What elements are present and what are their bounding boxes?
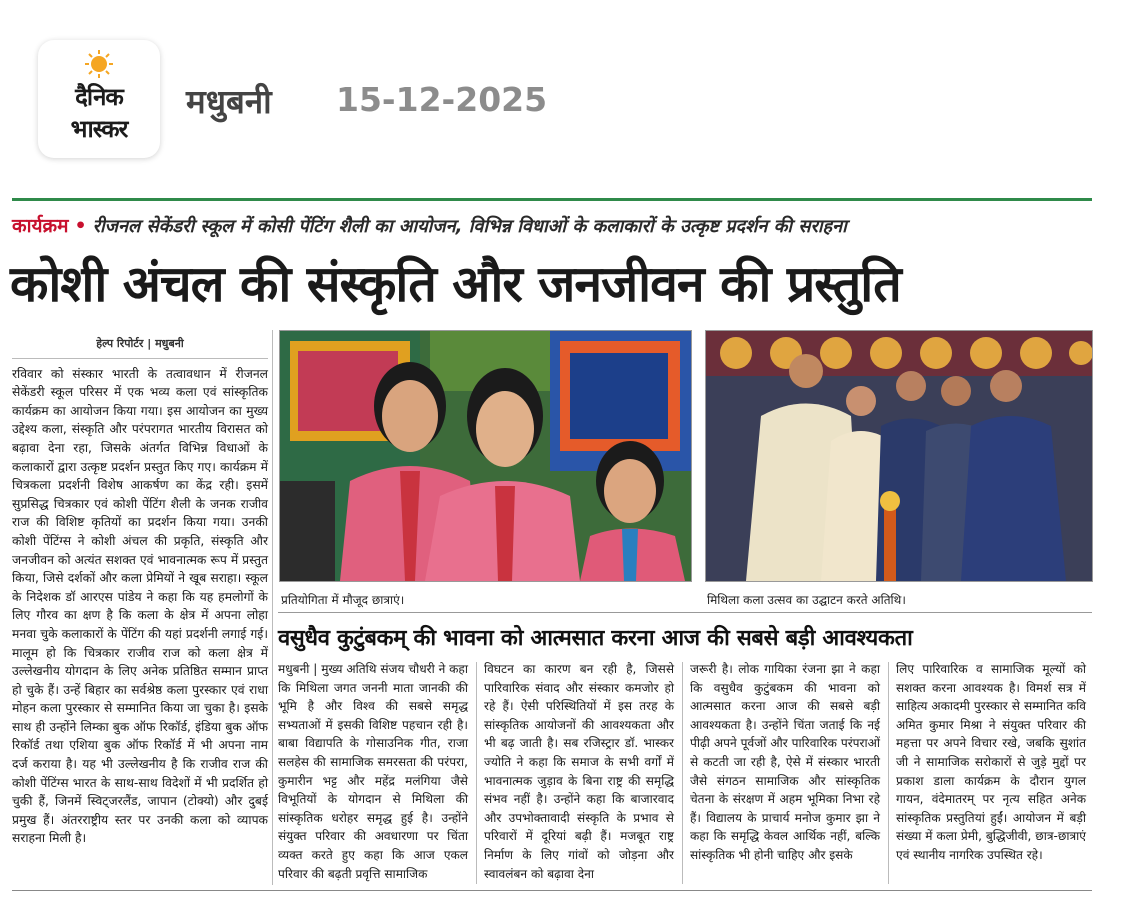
kicker-tag: कार्यक्रम — [12, 215, 69, 237]
logo-text-line2: भास्कर — [70, 115, 128, 143]
kicker-text: रीजनल सेकेंडरी स्कूल में कोसी पेंटिंग शैली का आयोजन, विभिन्न विधाओं के कलाकारों के उत्कृष्ट प्रदर्शन की सराहना — [92, 216, 847, 237]
column-divider — [476, 662, 477, 884]
photo-inauguration[interactable] — [705, 330, 1093, 582]
photo-inauguration-caption: मिथिला कला उत्सव का उद्घाटन करते अतिथि। — [707, 593, 906, 607]
article-subheadline: वसुधैव कुटुंबकम् की भावना को आत्मसात करना आज की सबसे बड़ी आवश्यकता — [278, 626, 913, 651]
app-header — [0, 0, 1128, 195]
dainik-bhaskar-logo[interactable] — [38, 40, 160, 158]
article-kicker — [12, 212, 847, 238]
kicker-dot: • — [74, 215, 87, 237]
column-divider — [888, 662, 889, 884]
photo-students-caption: प्रतियोगिता में मौजूद छात्राएं। — [281, 593, 405, 607]
column-divider — [682, 662, 683, 884]
column-divider — [272, 330, 273, 885]
byline: हेल्प रिपोर्टर | मधुबनी — [12, 335, 268, 359]
top-divider — [12, 198, 1092, 201]
logo-text-line1: दैनिक — [75, 83, 123, 111]
article-column-1 — [12, 335, 268, 848]
article-column-5: लिए पारिवारिक व सामाजिक मूल्यों को सशक्त करना आवश्यक है। विमर्श सत्र में साहित्य अकादमी पुरस्कार से सम्मानित कवि अमित कुमार मिश्रा ने संयुक्त परिवार की महत्ता पर अपने विचार रखे, जबकि सुशांत जी ने सामाजिक सरोकारों से जुड़े मुद्दों पर प्रकाश डाला कार्यक्रम के दौरान युगल गायन, वंदेमातरम् पर नृत्य सहित अनेक सांस्कृतिक प्रस्तुतियां हुईं। आयोजन में बड़ी संख्या में कला प्रेमी, बुद्धिजीवी, छात्र-छात्राएं एवं स्थानीय नागरिक उपस्थित रहे। — [896, 662, 1086, 862]
photo-students[interactable] — [279, 330, 692, 582]
article-column-2: मधुबनी | मुख्य अतिथि संजय चौधरी ने कहा कि मिथिला जगत जननी माता जानकी की भूमि है और विश्व की सबसे समृद्ध सभ्यताओं में इसकी विशिष्ट पहचान रही है। बाबा विद्यापति के गोसाउनिक गीत, राजा सलहेस की सामाजिक समरसता की परंपरा, कुमारीन भट्ट और महेंद्र मलंगिया जैसे विभूतियों के योगदान से मिथिला की सांस्कृतिक धरोहर समृद्ध हुई है। उन्होंने संयुक्त परिवार की अवधारणा पर चिंता व्यक्त करते हुए कहा कि आज एकल परिवार की बढ़ती प्रवृत्ति सामाजिक — [278, 662, 468, 881]
article-headline: कोशी अंचल की संस्कृति और जनजीवन की प्रस्तुति — [10, 255, 901, 313]
article-column-3: विघटन का कारण बन रही है, जिससे पारिवारिक संवाद और संस्कार कमजोर हो रहे हैं। ऐसी परिस्थितियों में इस तरह के सांस्कृतिक आयोजनों की आवश्यकता और भी बढ़ जाती है। सब रजिस्ट्रार डॉ. भास्कर ज्योति ने कहा कि समाज के सभी वर्गों में भावनात्मक जुड़ाव के बिना राष्ट्र की समृद्धि संभव नहीं है। उन्होंने कहा कि बाजारवाद और उपभोक्तावादी संस्कृति के प्रभाव से परिवारों में दूरियां बढ़ी हैं। मजबूत राष्ट्र निर्माण के लिए गांवों को जोड़ना और स्वावलंबन को बढ़ावा देना — [484, 662, 674, 881]
edition-date: 15-12-2025 — [336, 80, 548, 119]
bottom-divider — [12, 890, 1092, 891]
inauguration-photo-image — [706, 331, 1092, 581]
edition-city: मधुबनी — [186, 82, 272, 121]
students-photo-image — [280, 331, 691, 581]
column-1-text: रविवार को संस्कार भारती के तत्वावधान में रीजनल सेकेंडरी स्कूल परिसर में एक भव्य कला एवं सांस्कृतिक कार्यक्रम का आयोजन किया गया। इस आयोजन का मुख्य उद्देश्य कला, संस्कृति और परंपरागत भारतीय विरासत को बढ़ावा देना रहा, जिसके अंतर्गत विभिन्न विधाओं के कलाकारों द्वारा उत्कृष्ट प्रदर्शन प्रस्तुत किए गए। कार्यक्रम में चित्रकला प्रदर्शनी विशेष आकर्षण का केंद्र रही। इसमें सुप्रसिद्ध चित्रकार एवं कोशी पेंटिंग शैली के जनक राजीव राज की विशिष्ट कृतियों का प्रदर्शन किया गया। उनकी कोशी पेंटिंग्स ने कोशी अंचल की प्रकृति, संस्कृति और जनजीवन को अत्यंत सशक्त एवं भावनात्मक रूप में प्रस्तुत किया, जिसे दर्शकों और कला प्रेमियों ने खूब सराहा। स्कूल के निदेशक डॉ आरएस पांडेय ने कहा कि यह हमलोगों के लिए गौरव का क्षण है कि कला के क्षेत्र में अपना लोहा मनवा चुके कलाकारों के पेंटिंग की यहां प्रदर्शनी लगाई गई। मालूम हो कि चित्रकार राजीव राज को कला क्षेत्र में उल्लेखनीय योगदान के लिए अनेक प्रतिष्ठित सम्मान प्राप्त हो चुके हैं। उन्हें बिहार का सर्वश्रेष्ठ कला पुरस्कार एवं राधा मोहन कला पुरस्कार से सम्मानित किया जा चुका है। इसके साथ ही उन्होंने लिम्का बुक ऑफ रिकॉर्ड, इंडिया बुक ऑफ रिकॉर्ड तथा एशिया बुक ऑफ रिकॉर्ड में भी अपना नाम दर्ज कराया है। यह भी उल्लेखनीय है कि राजीव राज की कोशी पेंटिंग्स भारत के साथ-साथ विदेशों में भी प्रदर्शित हो चुकी हैं, जिनमें स्विट्जरलैंड, जापान (टोक्यो) और दुबई प्रमुख हैं। अंतरराष्ट्रीय स्तर पर उनकी कला को व्यापक सराहना मिली है। — [12, 366, 268, 846]
sun-icon — [85, 50, 113, 78]
article-column-4: जरूरी है। लोक गायिका रंजना झा ने कहा कि वसुधैव कुटुंबकम की भावना को आत्मसात करना आज की सबसे बड़ी आवश्यकता है। उन्होंने चिंता जताई कि नई पीढ़ी अपने पूर्वजों और पारिवारिक परंपराओं से कटती जा रही है, ऐसे में संस्कार भारती जैसे संगठन सामाजिक और सांस्कृतिक चेतना के संरक्षण में अहम भूमिका निभा रहे हैं। विद्यालय के प्राचार्य मनोज कुमार झा ने कहा कि समृद्धि केवल आर्थिक नहीं, बल्कि सांस्कृतिक भी होनी चाहिए और इसके — [690, 662, 880, 862]
subsection-divider — [278, 612, 1092, 613]
